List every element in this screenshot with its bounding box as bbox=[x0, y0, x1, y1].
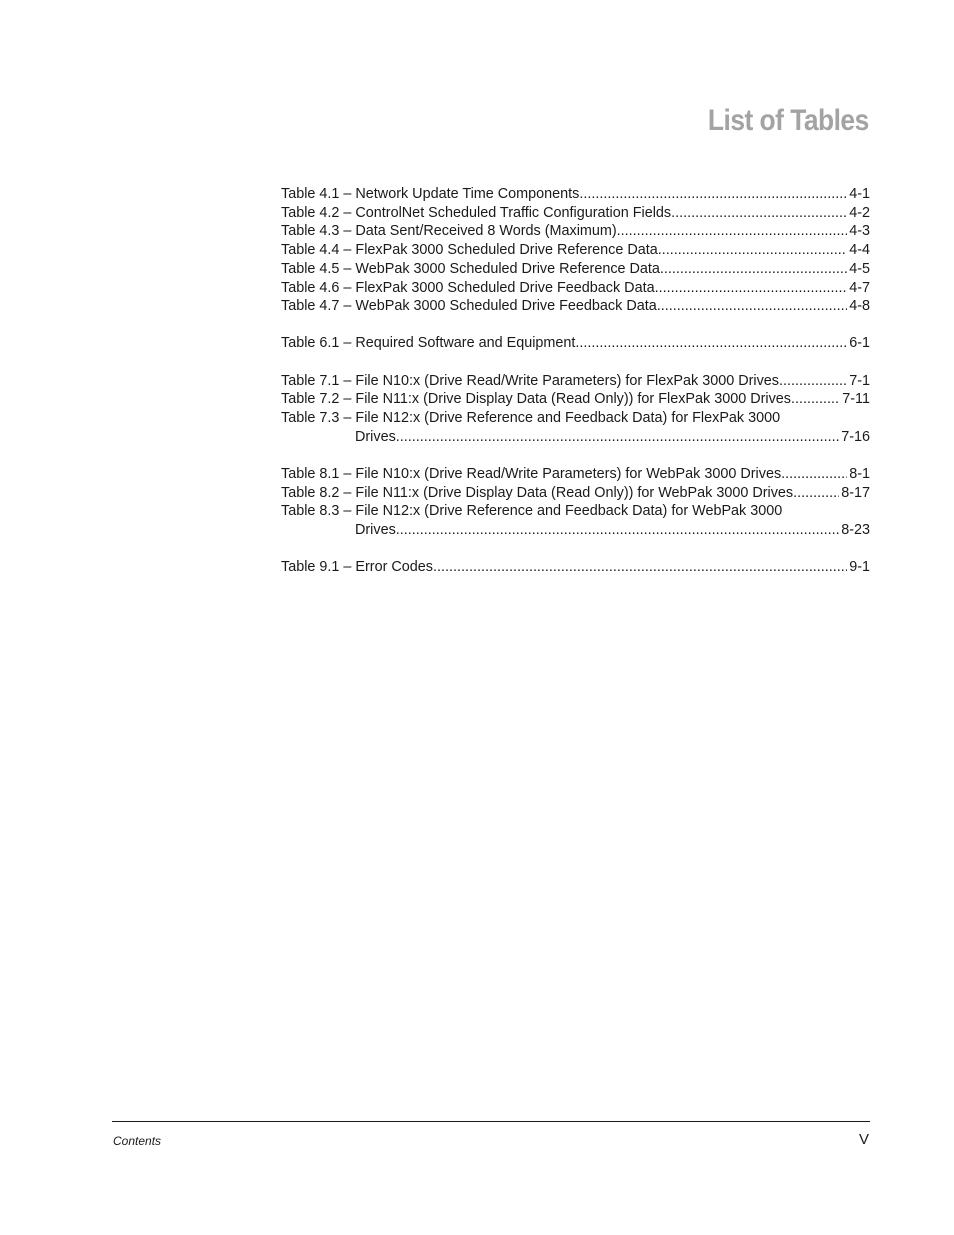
dot-leader bbox=[781, 465, 847, 484]
toc-group-chapter-8 bbox=[281, 465, 870, 540]
toc-entry-page: 4-4 bbox=[849, 242, 870, 259]
dot-leader bbox=[396, 521, 839, 540]
toc-group-chapter-9 bbox=[281, 558, 870, 577]
toc-entry-label: Table 4.7 – WebPak 3000 Scheduled Drive Feedback Data bbox=[281, 298, 657, 315]
footer-section-name: Contents bbox=[113, 1134, 162, 1148]
toc-entry-page: 7-1 bbox=[849, 372, 870, 389]
dot-leader bbox=[579, 185, 847, 204]
toc-entry-page: 4-7 bbox=[849, 279, 870, 296]
toc-entry-page: 4-5 bbox=[849, 260, 870, 277]
toc-entry-label: Table 4.4 – FlexPak 3000 Scheduled Drive Reference Data bbox=[281, 242, 658, 259]
toc-entry-page: 4-1 bbox=[849, 186, 870, 202]
toc-entry[interactable] bbox=[281, 390, 870, 409]
page-title: List of Tables bbox=[708, 104, 869, 137]
list-of-tables bbox=[281, 185, 870, 595]
toc-group-chapter-6 bbox=[281, 334, 870, 353]
toc-entry-label: Table 8.1 – File N10:x (Drive Read/Write Parameters) for WebPak 3000 Drives bbox=[281, 465, 782, 482]
toc-entry-label: Table 4.1 – Network Update Time Components bbox=[281, 186, 580, 202]
toc-entry[interactable] bbox=[281, 558, 870, 577]
toc-entry-page: 4-3 bbox=[849, 223, 870, 240]
dot-leader bbox=[617, 222, 848, 241]
dot-leader bbox=[657, 297, 847, 316]
toc-entry-page: 8-17 bbox=[841, 484, 870, 501]
dot-leader bbox=[791, 390, 840, 409]
toc-entry-page: 8-1 bbox=[849, 465, 870, 482]
toc-entry-label: Table 4.6 – FlexPak 3000 Scheduled Drive Feedback Data bbox=[281, 279, 655, 296]
dot-leader bbox=[793, 484, 839, 503]
toc-entry[interactable] bbox=[281, 204, 870, 223]
toc-entry[interactable] bbox=[281, 502, 870, 539]
toc-entry-label: Table 8.2 – File N11:x (Drive Display Data (Read Only)) for WebPak 3000 Drives bbox=[281, 484, 794, 501]
toc-entry-page: 7-16 bbox=[841, 428, 870, 445]
toc-entry-continuation: Drives bbox=[355, 428, 396, 445]
toc-entry-label: Table 9.1 – Error Codes bbox=[281, 559, 433, 576]
dot-leader bbox=[671, 204, 847, 223]
toc-entry[interactable] bbox=[281, 484, 870, 503]
toc-entry[interactable] bbox=[281, 185, 870, 204]
toc-entry-continuation-line bbox=[281, 521, 870, 540]
toc-group-chapter-7 bbox=[281, 372, 870, 447]
dot-leader bbox=[433, 558, 847, 577]
toc-entry[interactable] bbox=[281, 260, 870, 279]
toc-entry-page: 9-1 bbox=[849, 559, 870, 576]
dot-leader bbox=[396, 428, 839, 447]
toc-entry[interactable] bbox=[281, 222, 870, 241]
toc-entry-label: Table 4.5 – WebPak 3000 Scheduled Drive Reference Data bbox=[281, 260, 660, 277]
toc-entry-page: 4-2 bbox=[849, 204, 870, 221]
dot-leader bbox=[660, 260, 847, 279]
toc-entry-label: Table 4.2 – ControlNet Scheduled Traffic Configuration Fields bbox=[281, 204, 672, 221]
toc-entry-label: Table 6.1 – Required Software and Equipment bbox=[281, 335, 576, 352]
toc-entry[interactable] bbox=[281, 297, 870, 316]
toc-entry-continuation-line bbox=[281, 428, 870, 447]
toc-entry[interactable] bbox=[281, 241, 870, 260]
toc-entry[interactable] bbox=[281, 465, 870, 484]
toc-entry-continuation: Drives bbox=[355, 522, 396, 539]
dot-leader bbox=[575, 334, 847, 353]
toc-entry-page: 8-23 bbox=[841, 522, 870, 539]
toc-entry-label: Table 7.1 – File N10:x (Drive Read/Write Parameters) for FlexPak 3000 Drives bbox=[281, 372, 779, 389]
toc-entry-label: Table 7.2 – File N11:x (Drive Display Data (Read Only)) for FlexPak 3000 Drives bbox=[281, 391, 791, 408]
footer-divider bbox=[112, 1121, 870, 1122]
toc-entry-label: Table 4.3 – Data Sent/Received 8 Words (Maximum) bbox=[281, 223, 617, 240]
toc-entry-label: Table 8.3 – File N12:x (Drive Reference and Feedback Data) for WebPak 3000 bbox=[281, 503, 783, 520]
toc-entry-page: 6-1 bbox=[849, 335, 870, 352]
toc-entry[interactable] bbox=[281, 279, 870, 298]
toc-entry[interactable] bbox=[281, 334, 870, 353]
dot-leader bbox=[779, 372, 847, 391]
toc-entry[interactable] bbox=[281, 409, 870, 446]
toc-entry-label: Table 7.3 – File N12:x (Drive Reference and Feedback Data) for FlexPak 3000 bbox=[281, 410, 781, 427]
dot-leader bbox=[655, 279, 848, 298]
toc-group-chapter-4 bbox=[281, 185, 870, 316]
dot-leader bbox=[658, 241, 847, 260]
toc-entry-page: 7-11 bbox=[842, 391, 870, 408]
footer-page-number: V bbox=[858, 1131, 869, 1148]
toc-entry[interactable] bbox=[281, 372, 870, 391]
toc-entry-page: 4-8 bbox=[849, 298, 870, 315]
